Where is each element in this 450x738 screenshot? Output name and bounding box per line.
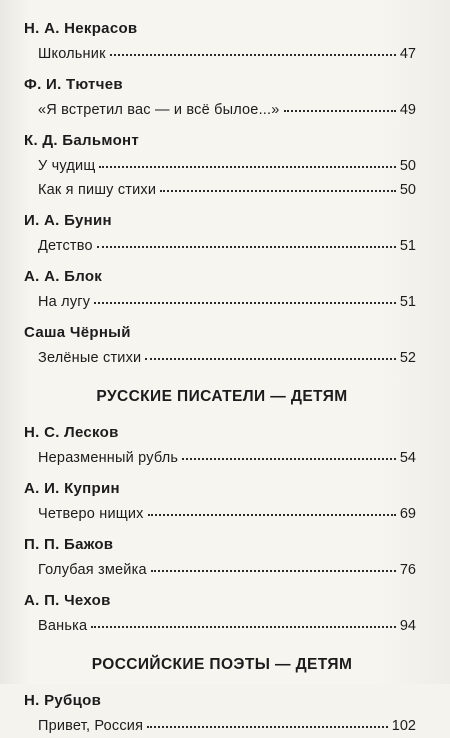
dot-leader xyxy=(94,290,396,304)
author-heading: К. Д. Бальмонт xyxy=(24,132,140,149)
entry-title: Зелёные стихи xyxy=(38,350,142,366)
section-heading: РОССИЙСКИЕ ПОЭТЫ — ДЕТЯМ xyxy=(91,656,353,673)
page-number: 51 xyxy=(399,294,416,310)
entry-title: Неразменный рубль xyxy=(38,450,179,466)
author-heading: Саша Чёрный xyxy=(24,324,131,341)
page-number: 51 xyxy=(399,238,416,254)
table-of-contents xyxy=(22,16,422,738)
dot-leader xyxy=(145,346,396,360)
dot-leader xyxy=(160,178,396,192)
page-number: 52 xyxy=(399,350,416,366)
page-number: 69 xyxy=(399,506,416,522)
author-heading: Ф. И. Тютчев xyxy=(24,76,123,93)
author-heading: И. А. Бунин xyxy=(24,212,112,229)
page-number: 50 xyxy=(399,182,416,198)
dot-leader xyxy=(147,714,388,728)
page-number: 94 xyxy=(399,618,416,634)
entry-title: Школьник xyxy=(38,46,106,62)
author-heading: Н. А. Некрасов xyxy=(24,20,138,37)
entry-title: У чудищ xyxy=(38,158,96,174)
toc-entry[interactable] xyxy=(38,502,416,526)
entry-title: «Я встретил вас — и всё былое...» xyxy=(38,102,280,118)
entry-title: Голубая змейка xyxy=(38,562,147,578)
dot-leader xyxy=(182,446,396,460)
dot-leader xyxy=(151,558,396,572)
author-heading: П. П. Бажов xyxy=(24,536,114,553)
toc-entry[interactable] xyxy=(38,178,416,202)
dot-leader xyxy=(99,154,395,168)
author-heading: Н. Рубцов xyxy=(24,692,102,709)
page-number: 47 xyxy=(399,46,416,62)
entry-title: Привет, Россия xyxy=(38,718,144,734)
dot-leader xyxy=(91,614,396,628)
toc-entry[interactable] xyxy=(38,558,416,582)
toc-entry[interactable] xyxy=(38,234,416,258)
page-number: 50 xyxy=(399,158,416,174)
author-heading: А. П. Чехов xyxy=(24,592,111,609)
page-number: 102 xyxy=(391,718,416,734)
dot-leader xyxy=(110,42,396,56)
entry-title: Четверо нищих xyxy=(38,506,144,522)
author-heading: Н. С. Лесков xyxy=(24,424,119,441)
toc-entry[interactable] xyxy=(38,446,416,470)
section-heading: РУССКИЕ ПИСАТЕЛИ — ДЕТЯМ xyxy=(96,388,348,405)
entry-title: Детство xyxy=(38,238,93,254)
toc-entry[interactable] xyxy=(38,614,416,638)
dot-leader xyxy=(97,234,396,248)
toc-entry[interactable] xyxy=(38,98,416,122)
author-heading: А. И. Куприн xyxy=(24,480,120,497)
dot-leader xyxy=(148,502,396,516)
page-number: 76 xyxy=(399,562,416,578)
toc-entry[interactable] xyxy=(38,714,416,738)
toc-entry[interactable] xyxy=(38,290,416,314)
dot-leader xyxy=(284,98,396,112)
toc-entry[interactable] xyxy=(38,346,416,370)
author-heading: А. А. Блок xyxy=(24,268,103,285)
entry-title: На лугу xyxy=(38,294,91,310)
entry-title: Как я пишу стихи xyxy=(38,182,157,198)
toc-entry[interactable] xyxy=(38,154,416,178)
entry-title: Ванька xyxy=(38,618,88,634)
page-number: 49 xyxy=(399,102,416,118)
page-number: 54 xyxy=(399,450,416,466)
toc-entry[interactable] xyxy=(38,42,416,66)
